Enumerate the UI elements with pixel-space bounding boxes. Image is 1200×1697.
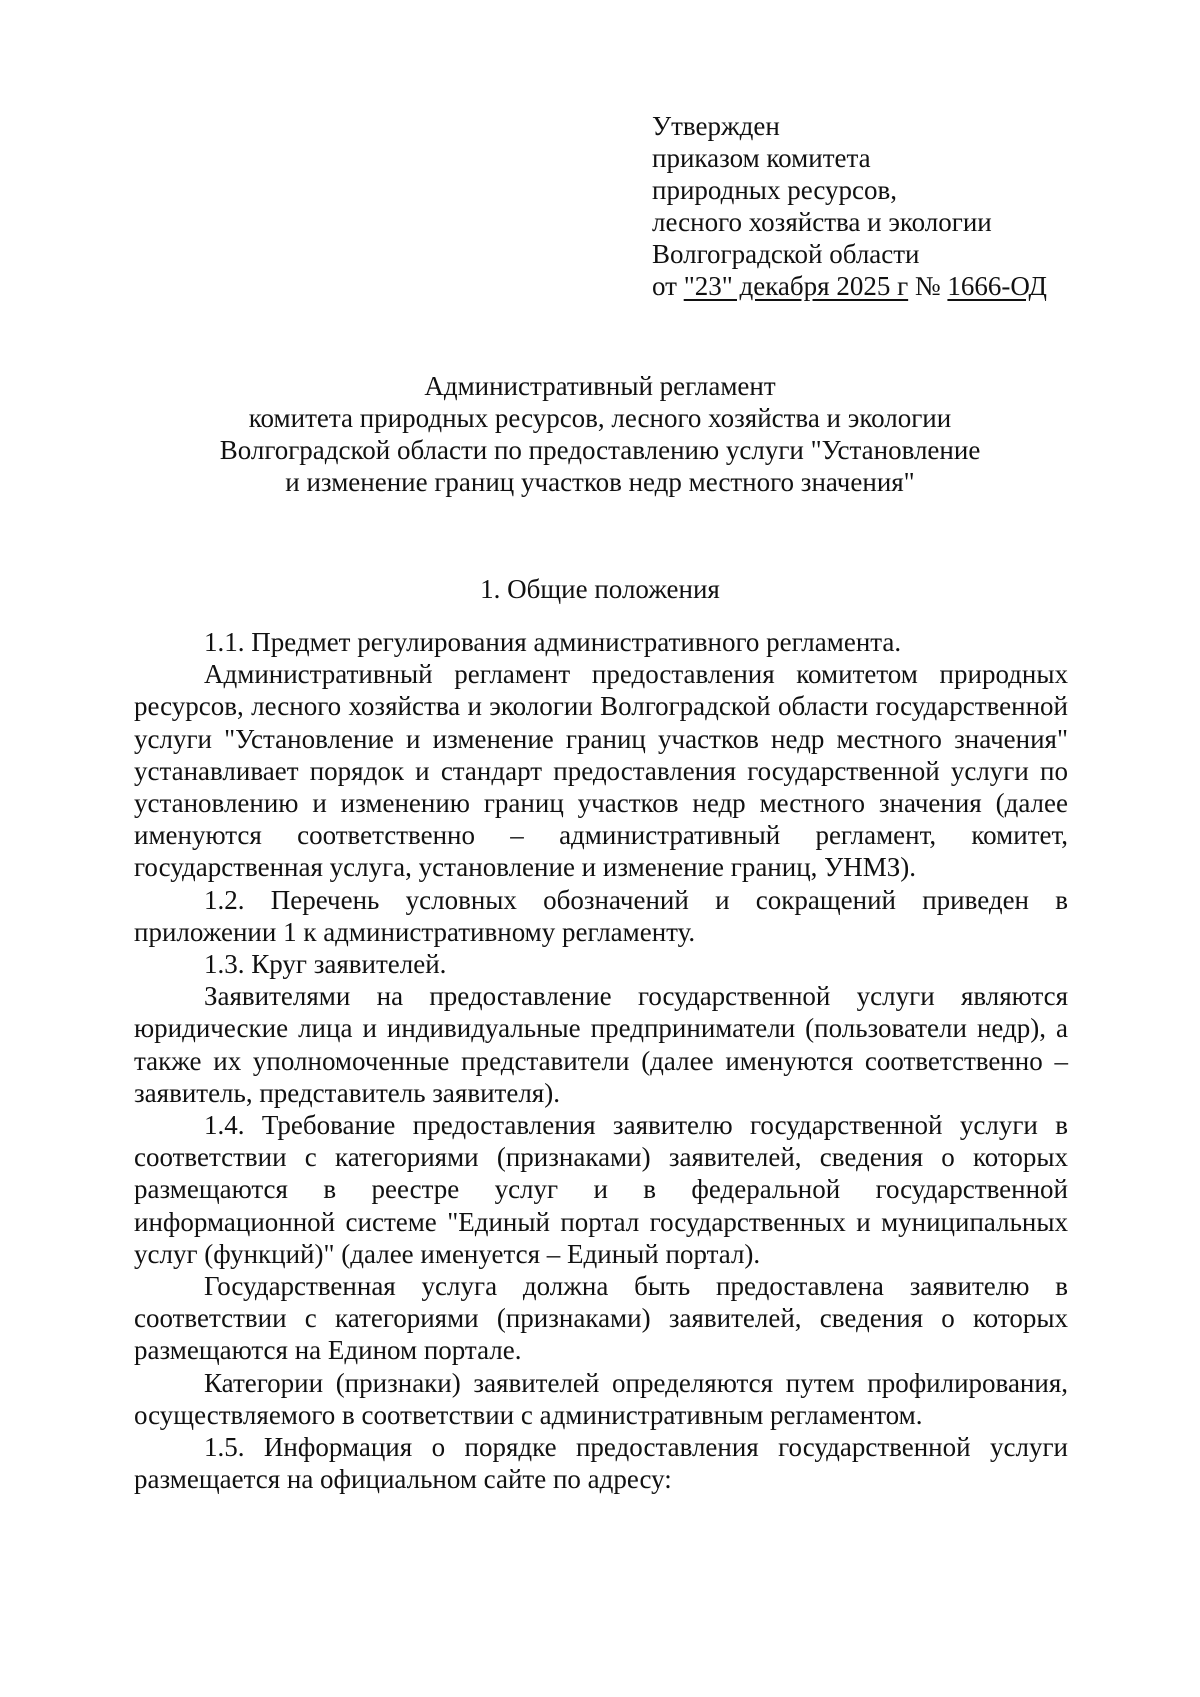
paragraph-1-3: 1.3. Круг заявителей. [204, 949, 447, 980]
title-line-2: комитета природных ресурсов, лесного хозяйства и экологии [248, 403, 952, 433]
title-line-4: и изменение границ участков недр местного значения" [285, 467, 915, 497]
title-line-3: Волгоградской области по предоставлению услуги "Установление [219, 435, 981, 465]
paragraph-regulation-scope: Административный регламент предоставления комитетом природных ресурсов, лесного хозяйства и экологии Волгоградской области государственной услуги "Установление и изменение границ участков недр местного значения" устанавливает порядок и стандарт предоставления государственной услуги по установлению и изменению границ участков недр местного значения (далее именуются соответственно – административный регламент, комитет, государственная услуга, установление и изменение границ, УНМЗ). [134, 659, 1068, 883]
body-text [134, 626, 1068, 1495]
paragraph-applicants: Заявителями на предоставление государственной услуги являются юридические лица и индивидуальные предприниматели (пользователи недр), а также их уполномоченные представители (далее именуются соответственно – заявитель, представитель заявителя). [134, 981, 1068, 1108]
approval-date-prefix: от [652, 271, 684, 301]
approval-line-5: Волгоградской области [652, 239, 920, 269]
paragraph-1-1: 1.1. Предмет регулирования административного регламента. [204, 627, 902, 657]
approval-block [652, 110, 1092, 302]
paragraph-1-4: 1.4. Требование предоставления заявителю государственной услуги в соответствии с категориями (признаками) заявителей, сведения о которых размещаются в реестре услуг и в федеральной государственной информационной системе "Единый портал государственных и муниципальных услуг (функций)" (далее именуется – Единый портал). [134, 1110, 1068, 1269]
title-line-1: Административный регламент [424, 371, 776, 401]
approval-order-number: 1666-ОД [947, 271, 1047, 301]
section-heading: 1. Общие положения [480, 574, 720, 604]
document-title [100, 370, 1100, 498]
approval-line-3: природных ресурсов, [652, 175, 897, 205]
paragraph-categories: Категории (признаки) заявителей определяются путем профилирования, осуществляемого в соответствии с административным регламентом. [134, 1367, 1068, 1430]
approval-line-4: лесного хозяйства и экологии [652, 207, 992, 237]
paragraph-1-5: 1.5. Информация о порядке предоставления государственной услуги размещается на официальном сайте по адресу: [134, 1432, 1068, 1495]
paragraph-1-2: 1.2. Перечень условных обозначений и сокращений приведен в приложении 1 к административному регламенту. [134, 884, 1068, 947]
approval-number-prefix: № [908, 271, 948, 301]
approval-date: "23" декабря 2025 г [683, 271, 909, 301]
approval-line-2: приказом комитета [652, 143, 871, 173]
approval-line-1: Утвержден [652, 111, 780, 141]
paragraph-service-provision: Государственная услуга должна быть предоставлена заявителю в соответствии с категориями (признаками) заявителей, сведения о которых размещаются на Едином портале. [134, 1271, 1068, 1366]
approval-order-line [652, 270, 1092, 302]
